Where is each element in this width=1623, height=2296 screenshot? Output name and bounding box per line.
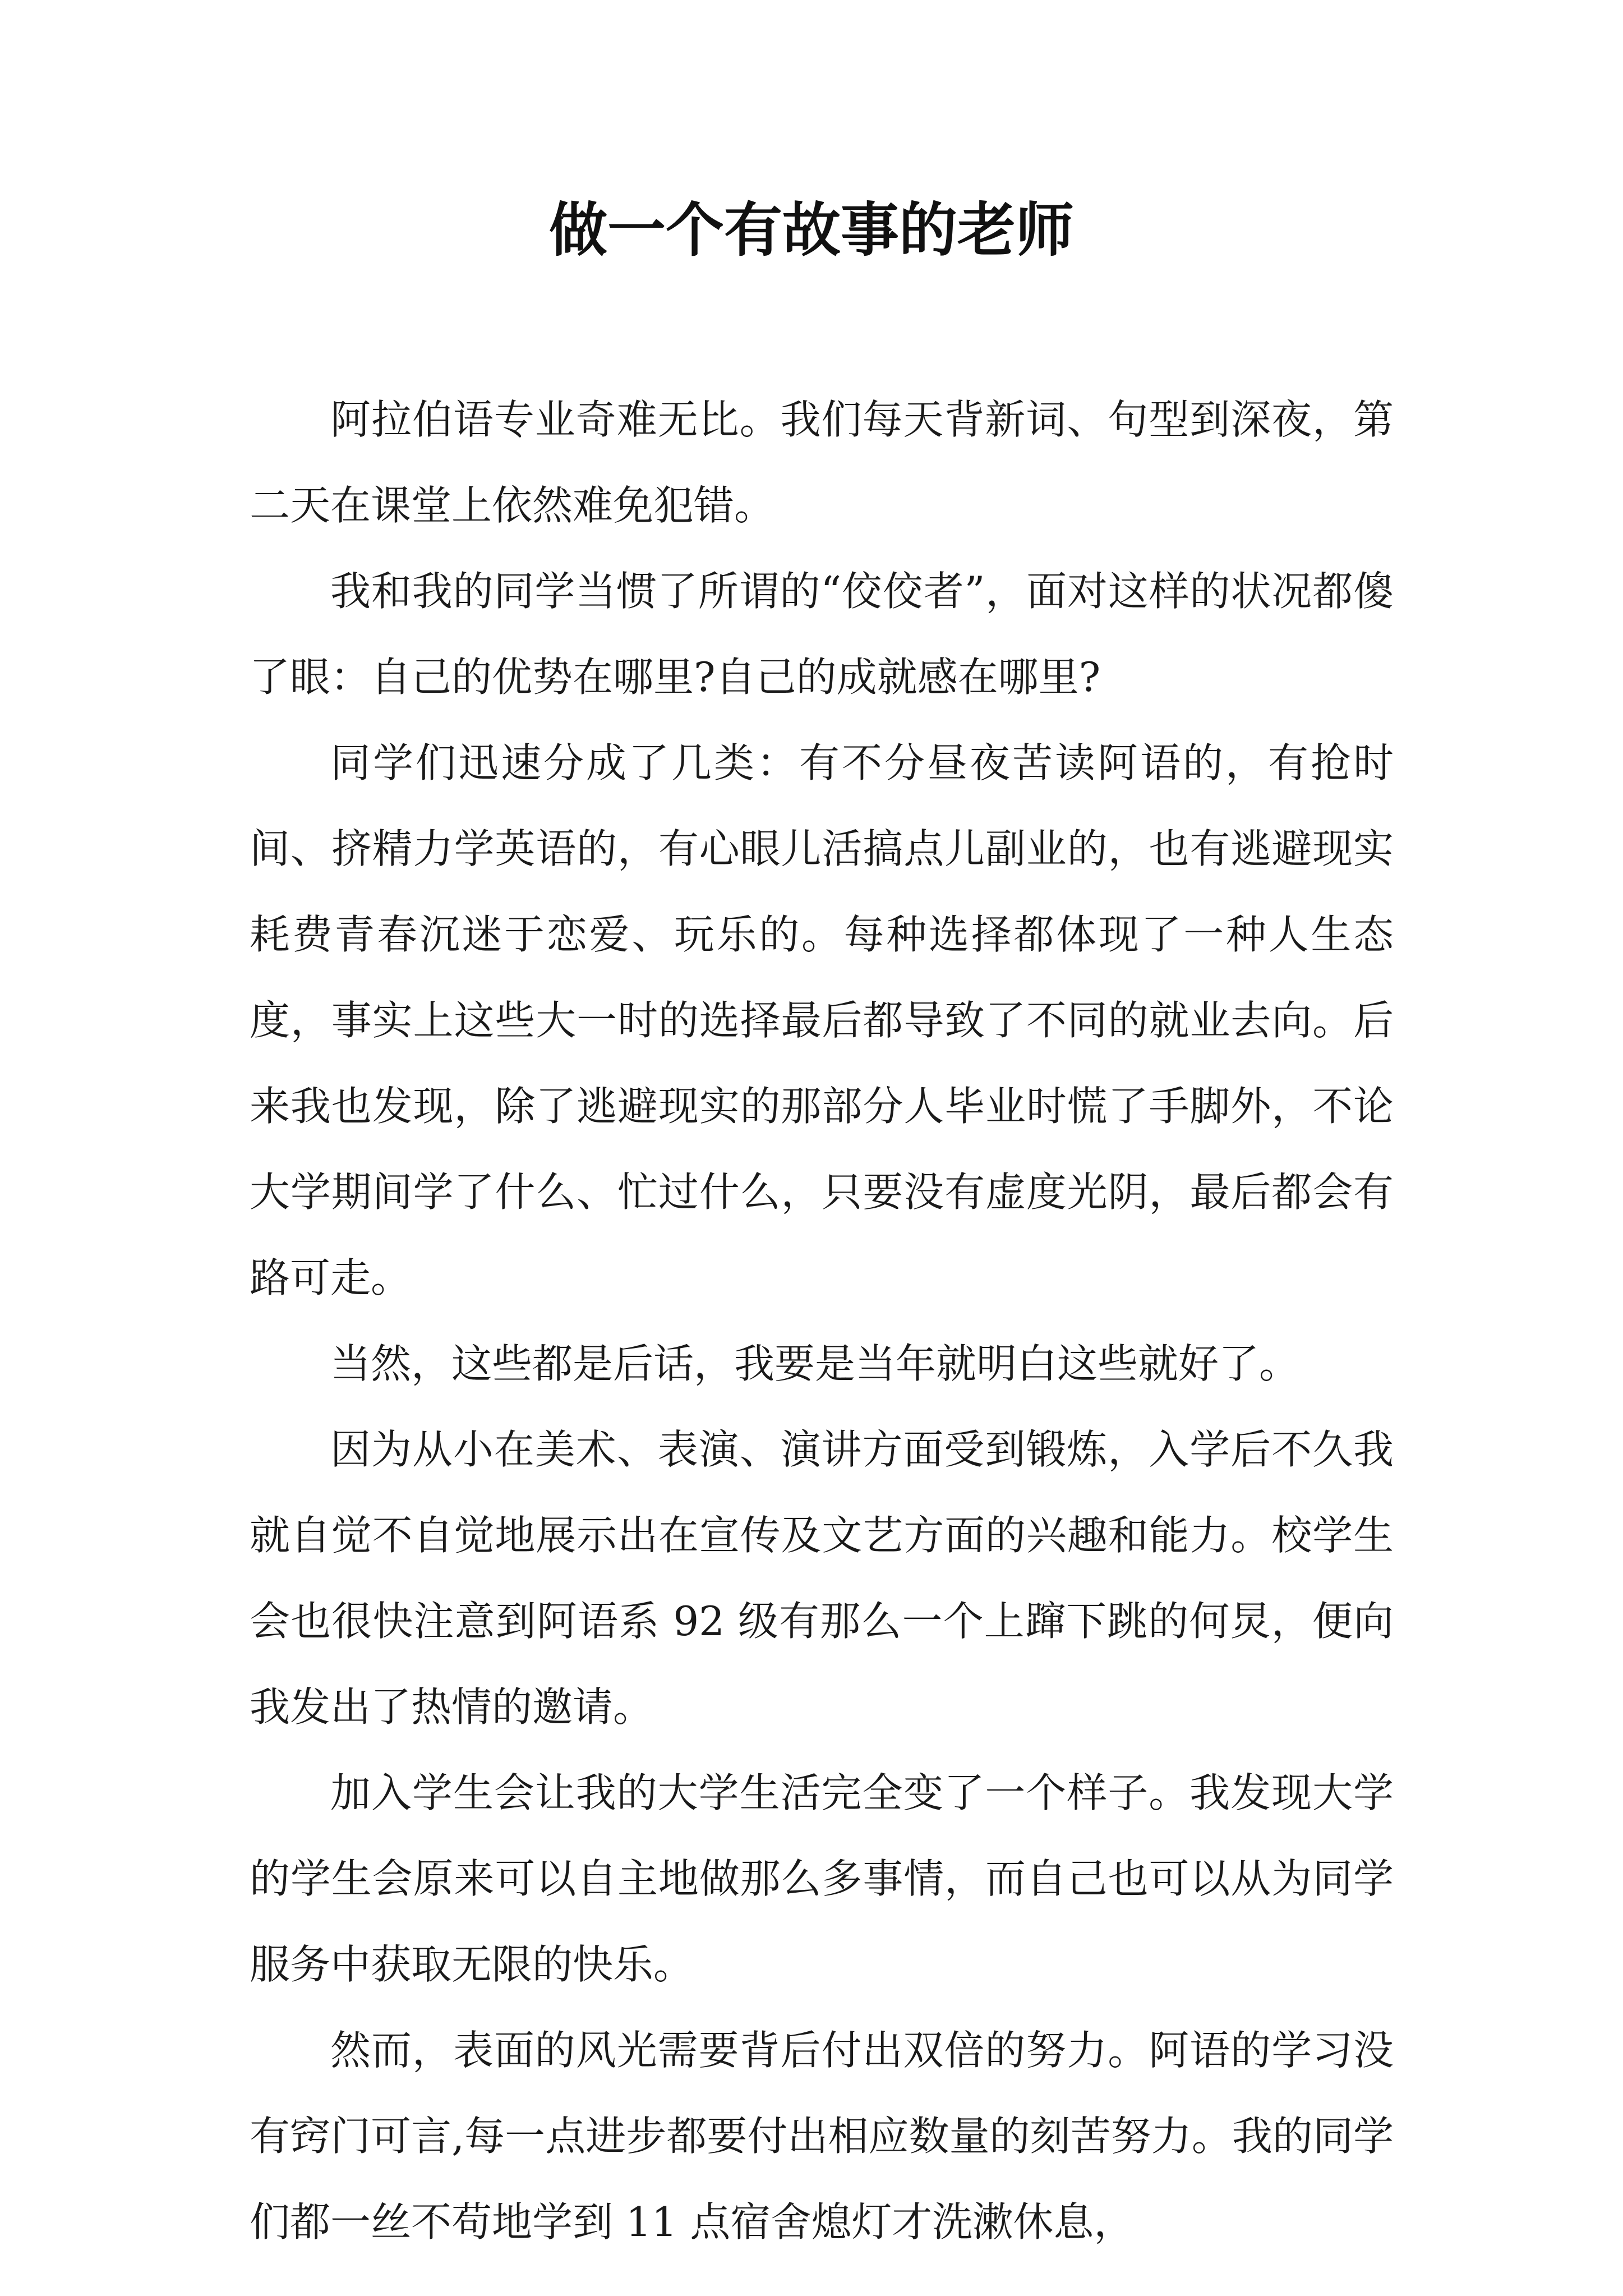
paragraph: 加入学生会让我的大学生活完全变了一个样子。我发现大学的学生会原来可以自主地做那么多事情，而自己也可以从为同学服务中获取无限的快乐。	[250, 1769, 1394, 1988]
document-body	[250, 377, 1394, 2265]
paragraph: 我和我的同学当惯了所谓的“佼佼者”，面对这样的状况都傻了眼：自己的优势在哪里?自己的成就感在哪里?	[250, 568, 1394, 701]
paragraph: 同学们迅速分成了几类：有不分昼夜苦读阿语的，有抢时间、挤精力学英语的，有心眼儿活搞点儿副业的，也有逃避现实耗费青春沉迷于恋爱、玩乐的。每种选择都体现了一种人生态度，事实上这些大一时的选择最后都导致了不同的就业去向。后来我也发现，除了逃避现实的那部分人毕业时慌了手脚外，不论大学期间学了什么、忙过什么，只要没有虚度光阴，最后都会有路可走。	[250, 739, 1394, 1301]
page-title: 做一个有故事的老师	[548, 195, 1074, 264]
paragraph: 然而，表面的风光需要背后付出双倍的努力。阿语的学习没有窍门可言,每一点进步都要付出相应数量的刻苦努力。我的同学们都一丝不苟地学到 11 点宿舍熄灯才洗漱休息，	[250, 2027, 1394, 2246]
paragraph: 因为从小在美术、表演、演讲方面受到锻炼，入学后不久我就自觉不自觉地展示出在宣传及文艺方面的兴趣和能力。校学生会也很快注意到阿语系 92 级有那么一个上蹿下跳的何炅，便向我发出了热情的邀请。	[250, 1426, 1394, 1731]
paragraph: 阿拉伯语专业奇难无比。我们每天背新词、句型到深夜，第二天在课堂上依然难免犯错。	[250, 396, 1394, 529]
paragraph: 当然，这些都是后话，我要是当年就明白这些就好了。	[330, 1340, 1300, 1387]
